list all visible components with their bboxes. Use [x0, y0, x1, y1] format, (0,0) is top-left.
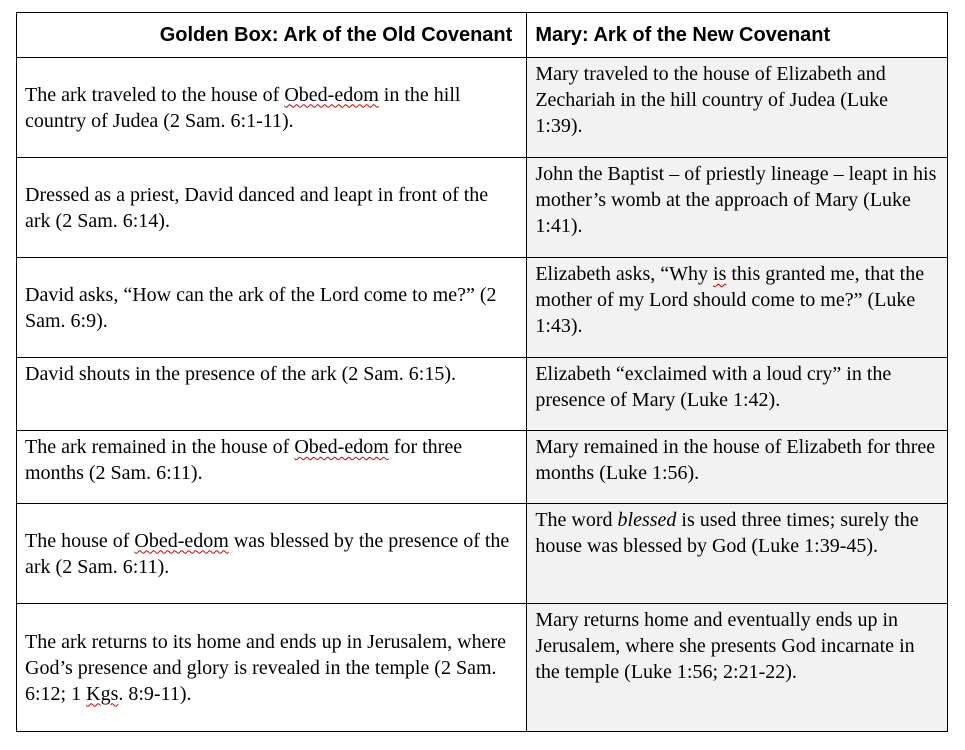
table-row [17, 431, 948, 504]
cell-old [17, 158, 527, 258]
cell-old [17, 358, 527, 431]
text: The word [535, 509, 618, 531]
text: Dressed as a priest, David danced and leapt in front of the ark (2 Sam. 6:14). [25, 183, 489, 232]
italic-word: blessed [617, 509, 677, 531]
text: in the hill country of Judea (2 Sam. 6:1-11). [25, 83, 461, 132]
table-row [17, 258, 948, 358]
table-row [17, 358, 948, 431]
text: The ark traveled to the house of [25, 83, 285, 106]
header-old-covenant: Golden Box: Ark of the Old Covenant [17, 13, 527, 58]
cell-new [527, 431, 948, 504]
text: The ark remained in the house of [25, 436, 295, 458]
text: for three months (2 Sam. 6:11). [25, 436, 463, 484]
text: David shouts in the presence of the ark (2 Sam. 6:15). [25, 363, 457, 385]
table-row [17, 158, 948, 258]
cell-new [527, 258, 948, 358]
header-new-covenant: Mary: Ark of the New Covenant [527, 13, 948, 58]
spellcheck-word: Kgs [86, 682, 119, 705]
cell-old [17, 58, 527, 158]
text: Mary returns home and eventually ends up in Jerusalem, where she presents God incarnate in the temple (Luke 1:56; 2:21-22). [535, 609, 915, 683]
header-row [17, 13, 948, 58]
text: this granted me, that the mother of my Lord should come to me?” (Luke 1:43). [535, 263, 925, 337]
cell-new [527, 58, 948, 158]
text: David asks, “How can the ark of the Lord come to me?” (2 Sam. 6:9). [25, 283, 497, 332]
table-row [17, 504, 948, 604]
cell-old [17, 604, 527, 732]
text: The ark returns to its home and ends up in Jerusalem, where God’s presence and glory is revealed in the temple (2 Sam. 6:12; 1 [25, 630, 506, 705]
cell-new [527, 604, 948, 732]
spellcheck-word: Obed-edom [134, 529, 229, 552]
cell-new [527, 358, 948, 431]
cell-old [17, 431, 527, 504]
text: The house of [25, 529, 135, 552]
text: Mary remained in the house of Elizabeth for three months (Luke 1:56). [535, 436, 936, 484]
text: John the Baptist – of priestly lineage – leapt in his mother’s womb at the approach of Mary (Luke 1:41). [535, 163, 937, 237]
spellcheck-word: Obed-edom [294, 436, 389, 458]
text: Mary traveled to the house of Elizabeth and Zechariah in the hill country of Judea (Luke 1:39). [535, 63, 888, 137]
text: was blessed by the presence of the ark (2 Sam. 6:11). [25, 529, 510, 578]
cell-old [17, 258, 527, 358]
table-row [17, 58, 948, 158]
text: is used three times; surely the house was blessed by God (Luke 1:39-45). [535, 509, 919, 557]
comparison-table [16, 12, 948, 732]
text: . 8:9-11). [118, 682, 192, 705]
spellcheck-word: Obed-edom [284, 83, 379, 106]
text: Elizabeth asks, “Why [535, 263, 714, 285]
spellcheck-word: is [713, 263, 727, 285]
cell-old [17, 504, 527, 604]
cell-new [527, 504, 948, 604]
cell-new [527, 158, 948, 258]
text: Elizabeth “exclaimed with a loud cry” in the presence of Mary (Luke 1:42). [535, 363, 892, 411]
table-row [17, 604, 948, 732]
